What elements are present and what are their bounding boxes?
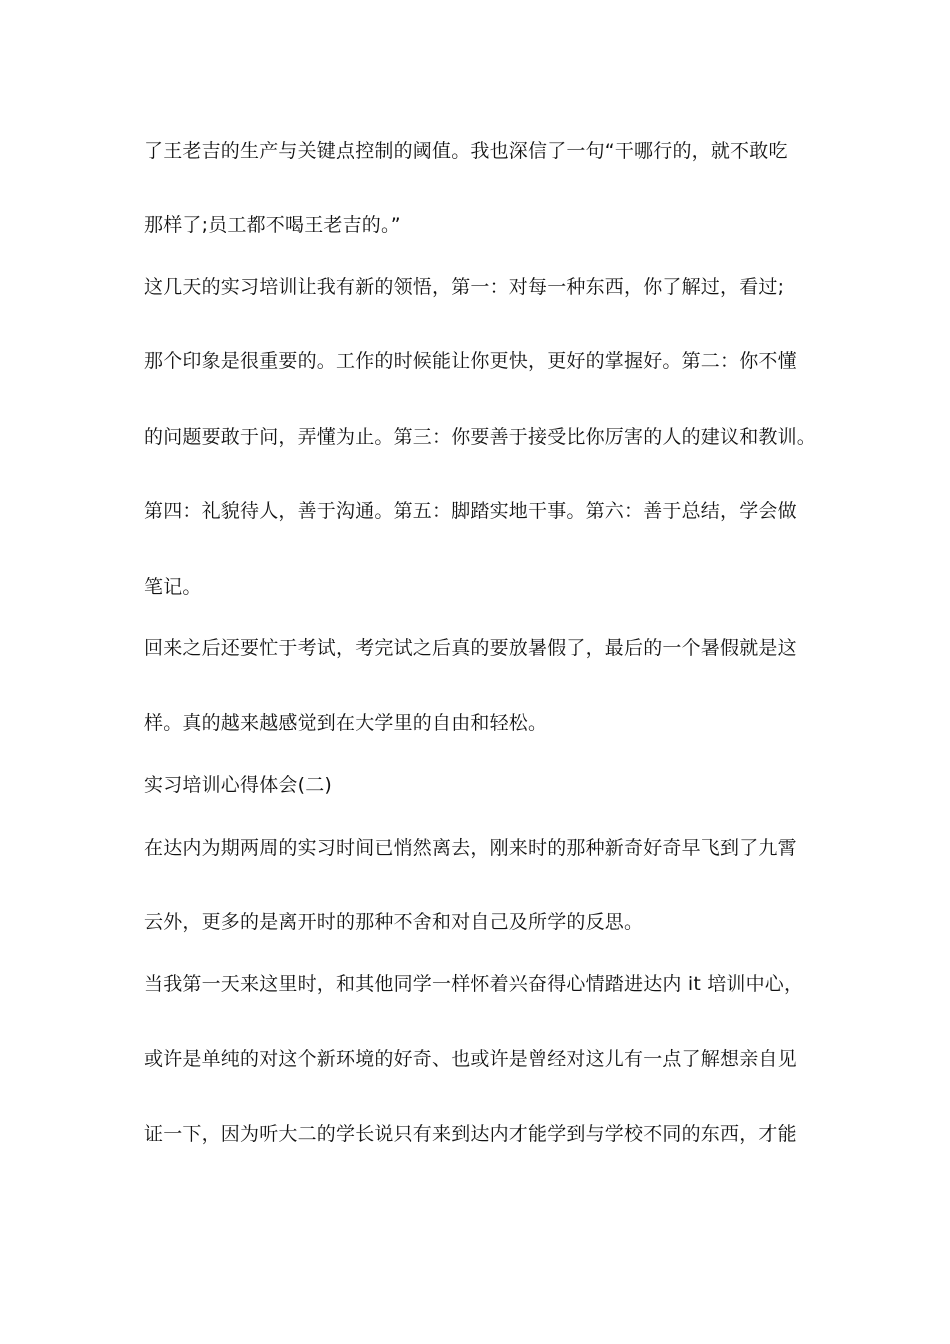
- text-line: 在达内为期两周的实习时间已悄然离去，刚来时的那种新奇好奇早飞到了九霄: [144, 837, 797, 859]
- text-line: 样。真的越来越感觉到在大学里的自由和轻松。: [144, 712, 548, 734]
- text-line: 这几天的实习培训让我有新的领悟，第一：对每一种东西，你了解过，看过;: [144, 276, 785, 298]
- text-line: 的问题要敢于问，弄懂为止。第三：你要善于接受比你厉害的人的建议和教训。: [144, 426, 817, 448]
- section-heading: 实习培训心得体会(二): [144, 774, 333, 796]
- text-line: 或许是单纯的对这个新环境的好奇、也或许是曾经对这儿有一点了解想亲自见: [144, 1048, 797, 1070]
- text-line: 那样了;员工都不喝王老吉的。”: [144, 214, 401, 236]
- text-line: 那个印象是很重要的。工作的时候能让你更快，更好的掌握好。第二：你不懂: [144, 350, 797, 372]
- text-line: 第四：礼貌待人，善于沟通。第五：脚踏实地干事。第六：善于总结，学会做: [144, 500, 797, 522]
- text-line: 当我第一天来这里时，和其他同学一样怀着兴奋得心情踏进达内 it 培训中心，: [144, 973, 804, 995]
- text-line: 回来之后还要忙于考试，考完试之后真的要放暑假了，最后的一个暑假就是这: [144, 637, 797, 659]
- text-line: 笔记。: [144, 576, 202, 598]
- text-line: 证一下，因为听大二的学长说只有来到达内才能学到与学校不同的东西，才能: [144, 1123, 797, 1145]
- text-line: 了王老吉的生产与关键点控制的阈值。我也深信了一句“干哪行的，就不敢吃: [144, 140, 788, 162]
- text-line: 云外，更多的是离开时的那种不舍和对自己及所学的反思。: [144, 911, 644, 933]
